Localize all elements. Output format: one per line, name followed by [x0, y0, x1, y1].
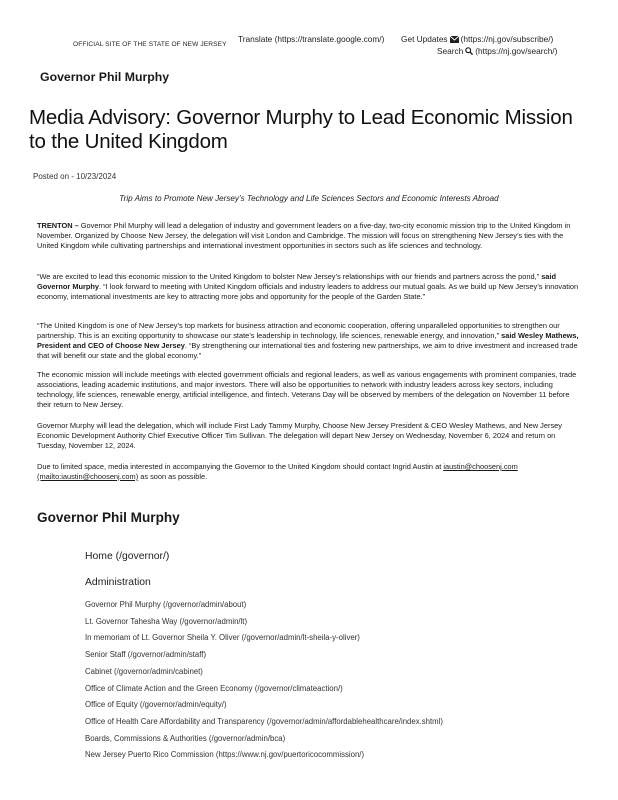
search-icon: [465, 47, 473, 55]
dateline: TRENTON –: [37, 221, 79, 230]
nav-item-equity[interactable]: Office of Equity (/governor/admin/equity/): [85, 700, 227, 709]
paragraph-6-text: Due to limited space, media interested in accompanying the Governor to the United Kingdom should contact Ingrid Austin at: [37, 462, 444, 471]
nav-item-lt-governor[interactable]: Lt. Governor Tahesha Way (/governor/admin/lt): [85, 617, 248, 626]
paragraph-3-quote: “The United Kingdom is one of New Jersey’s top markets for business attraction and economic cooperation, offering unparalleled opportunities to strengthen our partnership. This is an exciting opportunity to showcase our state’s leadership in technology, life sciences, renewable energy, and innovation,”: [37, 321, 560, 340]
posted-date: Posted on - 10/23/2024: [33, 172, 117, 181]
paragraph-2-quote: “We are excited to lead this economic mission to the United Kingdom to bolster New Jersey’s relationships with our friends and partners across the pond,”: [37, 272, 540, 281]
nav-item-governor[interactable]: Governor Phil Murphy (/governor/admin/about): [85, 600, 247, 609]
paragraph-3-quote-cont: . “By strengthening our international ties and fostering new partnerships, we aim to drive investment and increased trade that will benefit our state and the global economy.”: [37, 340, 578, 360]
paragraph-5: Governor Murphy will lead the delegation, which will include First Lady Tammy Murphy, Choose New Jersey President & CEO Wesley Mathews, and New Jersey Economic Development Authority Chief Executive Officer Tim Sullivan. The delegation will depart New Jersey on Wednesday, November 6, 2024 and return on Tuesday, November 12, 2024.: [37, 421, 562, 450]
paragraph-2-quote-cont: . “I look forward to meeting with United Kingdom officials and industry leaders to address our mutual goals. As we build up New Jersey’s innovation economy, international investments are key to attracting more jobs and opportunity for the people of the Garden State.”: [37, 281, 579, 301]
paragraph-6: [37, 462, 582, 482]
paragraph-1: [37, 221, 582, 251]
nav-item-climate-action[interactable]: Office of Climate Action and the Green Economy (/governor/climateaction/): [85, 684, 343, 693]
search-url: (https://nj.gov/search/): [475, 46, 558, 56]
paragraph-2: [37, 272, 582, 302]
nav-item-boards[interactable]: Boards, Commissions & Authorities (/governor/admin/bca): [85, 734, 286, 743]
paragraph-4: The economic mission will include meetings with elected government officials and regional leaders, as well as various engagements with prominent companies, trade associations, leading academic institutions, and major investors. There will also be opportunities to network with industry leaders across key sectors, including technology, life sciences, renewable energy, artificial intelligence, and fintech. Veterans Day will be observed by members of the delegation on November 11 before their return to New Jersey.: [37, 370, 577, 409]
contact-email-link[interactable]: iaustin@choosenj.com (mailto:iaustin@choosenj.com): [37, 462, 518, 481]
paragraph-6-tail: as soon as possible.: [138, 471, 208, 481]
nav-item-senior-staff[interactable]: Senior Staff (/governor/admin/staff): [85, 650, 207, 659]
get-updates-url: (https://nj.gov/subscribe/): [460, 34, 554, 44]
get-updates-label: Get Updates: [401, 34, 448, 44]
article-subtitle: Trip Aims to Promote New Jersey’s Technology and Life Sciences Sectors and Economic Interests Abroad: [119, 194, 499, 203]
paragraph-1-text: Governor Phil Murphy will lead a delegation of industry and government leaders on a five-day, two-city economic mission trip to the United Kingdom in November. Organized by Choose New Jersey, the delegation will visit London and Cambridge. The mission will focus on strengthening New Jersey’s ties with the United Kingdom while cultivating partnerships and international investment opportunities in sectors such as life sciences and technology.: [37, 221, 571, 250]
translate-link[interactable]: Translate (https://translate.google.com/): [238, 34, 385, 44]
envelope-icon: [450, 36, 459, 43]
nav-item-health-care[interactable]: Office of Health Care Affordability and Transparency (/governor/admin/affordablehealthcare/index.shtml): [85, 717, 443, 726]
official-site-label: OFFICIAL SITE OF THE STATE OF NEW JERSEY: [73, 41, 227, 48]
paragraph-3: [37, 321, 582, 361]
nav-home-link[interactable]: Home (/governor/): [85, 551, 170, 562]
nav-administration[interactable]: Administration: [85, 577, 151, 588]
nav-item-cabinet[interactable]: Cabinet (/governor/admin/cabinet): [85, 667, 203, 676]
site-brand[interactable]: Governor Phil Murphy: [40, 70, 170, 84]
paragraph-3-speaker: said Wesley Mathews, President and CEO of Choose New Jersey: [37, 330, 579, 350]
paragraph-2-speaker: said Governor Murphy: [37, 272, 556, 291]
footer-title: Governor Phil Murphy: [37, 510, 180, 525]
page-title: Media Advisory: Governor Murphy to Lead Economic Mission to the United Kingdom: [29, 106, 573, 153]
get-updates-link[interactable]: [401, 34, 553, 44]
nav-item-puerto-rico[interactable]: New Jersey Puerto Rico Commission (https://www.nj.gov/puertoricocommission/): [85, 750, 365, 759]
nav-item-in-memoriam[interactable]: In memoriam of Lt. Governor Sheila Y. Oliver (/governor/admin/lt-sheila-y-oliver): [85, 633, 360, 642]
search-link[interactable]: [437, 46, 557, 56]
search-label: Search: [437, 46, 464, 56]
